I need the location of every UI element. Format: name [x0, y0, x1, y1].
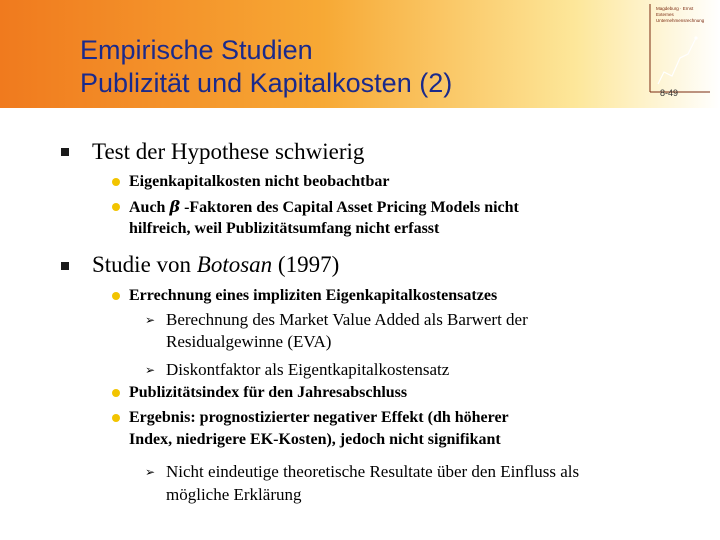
circle-bullet-icon	[112, 389, 120, 397]
point-2-sub-3-item-1-line-2: mögliche Erklärung	[166, 485, 302, 504]
point-2-sub-3: Ergebnis: prognostizierter negativer Effekt (dh höherer	[129, 409, 509, 426]
square-bullet-icon	[61, 148, 69, 156]
sub-2-suffix: -Faktoren des Capital Asset Pricing Models nicht	[180, 199, 519, 216]
point-1-text: Test der Hypothese schwierig	[92, 139, 365, 164]
point-2-sub-1-item-1-line-2: Residualgewinne (EVA)	[166, 332, 332, 351]
title-line-1: Empirische Studien	[80, 35, 313, 65]
point-2-text	[92, 252, 339, 278]
logo-line-3: Unternehmensrechnung	[656, 18, 705, 23]
point-2-sub-1: Errechnung eines impliziten Eigenkapitalkostensatzes	[129, 287, 498, 304]
point-2-sub-1-item-2: Diskontfaktor als Eigentkapitalkostensatz	[166, 360, 450, 379]
point-1-sub-2	[129, 197, 519, 218]
point-1-sub-1: Eigenkapitalkosten nicht beobachtbar	[129, 173, 390, 190]
logo-line-2: Externes	[656, 12, 674, 17]
arrow-bullet-icon: ➢	[145, 363, 156, 377]
point-2-prefix: Studie von	[92, 252, 197, 277]
title-line-2: Publizität und Kapitalkosten (2)	[80, 68, 453, 98]
square-bullet-icon	[61, 262, 69, 270]
point-2-sub-2: Publizitätsindex für den Jahresabschluss	[129, 384, 408, 401]
point-2-sub-3-line-2: Index, niedrigere EK-Kosten), jedoch nicht signifikant	[129, 431, 501, 448]
circle-bullet-icon	[112, 292, 120, 300]
circle-bullet-icon	[112, 203, 120, 211]
circle-bullet-icon	[112, 178, 120, 186]
page-number: 8-49	[660, 88, 679, 98]
point-2-sub-1-item-1: Berechnung des Market Value Added als Barwert der	[166, 310, 528, 329]
circle-bullet-icon	[112, 414, 120, 422]
author-name: Botosan	[196, 252, 273, 277]
logo-line-1: Magdeburg · Ernst	[656, 6, 694, 11]
beta-symbol: β	[169, 197, 181, 216]
slide-title	[80, 34, 452, 100]
point-2-sub-3-item-1: Nicht eindeutige theoretische Resultate über den Einfluss als	[166, 462, 580, 481]
arrow-bullet-icon: ➢	[145, 465, 156, 479]
point-2-suffix: (1997)	[272, 252, 340, 277]
slide-header	[0, 0, 720, 108]
point-1-sub-2-line-2: hilfreich, weil Publizitätsumfang nicht erfasst	[129, 220, 440, 237]
sub-2-prefix: Auch	[129, 199, 170, 216]
arrow-bullet-icon: ➢	[145, 313, 156, 327]
logo-text	[656, 6, 704, 24]
